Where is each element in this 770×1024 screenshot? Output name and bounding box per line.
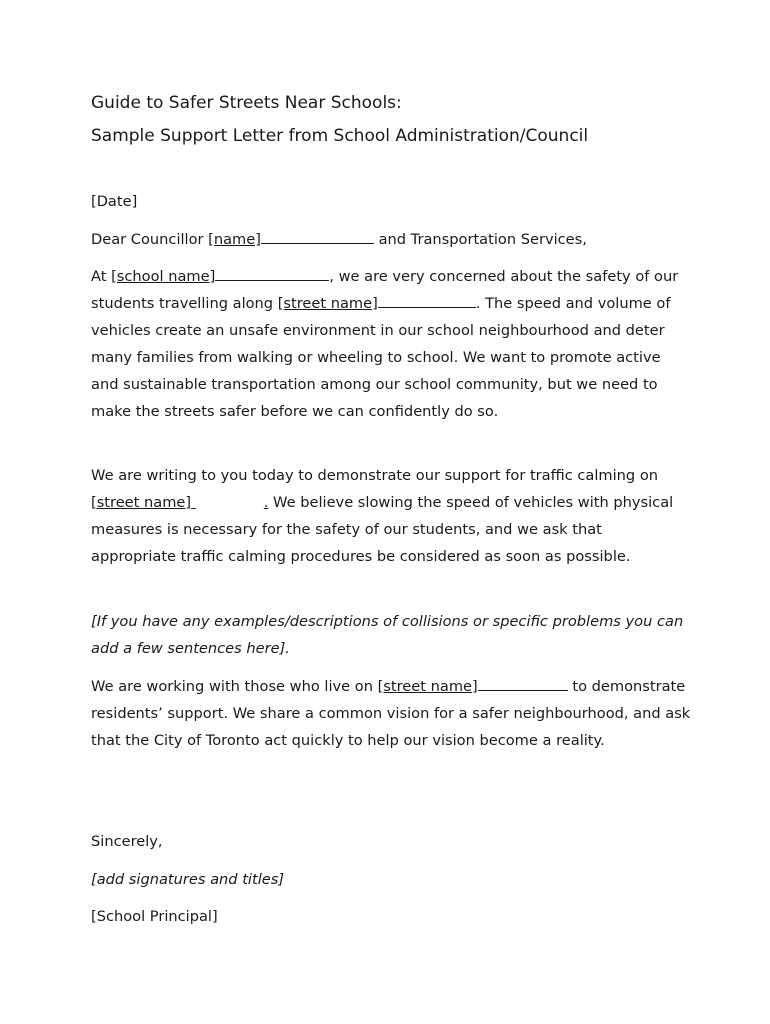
letter-signatures: [add signatures and titles]	[91, 871, 285, 888]
salutation-suffix: and Transportation Services,	[373, 231, 587, 248]
street-blank-line-3	[478, 677, 568, 691]
letter-paragraph-2	[91, 462, 691, 570]
para1-prefix: At	[91, 268, 112, 285]
school-blank-line	[215, 267, 329, 281]
para4-rest: to demonstrate residents’ support. We share a common vision for a safer neighbourhood, and ask that the City of Toronto act quickly to help our vision become a reality.	[91, 678, 691, 749]
letter-paragraph-1	[91, 263, 691, 425]
para1-mid: , we are very concerned about the safety of our students travelling along	[91, 268, 679, 312]
para4-prefix: We are working with those who live on	[91, 678, 378, 695]
letter-paragraph-4	[91, 673, 691, 754]
letter-principal: [School Principal]	[91, 908, 218, 925]
councillor-name-field[interactable]: [name]	[208, 231, 261, 248]
name-blank-line	[261, 230, 374, 244]
street-blank-2: .	[263, 494, 269, 511]
letter-closing: Sincerely,	[91, 833, 163, 850]
street-name-field-2[interactable]: [street name]	[91, 494, 192, 511]
letter-date: [Date]	[91, 193, 138, 210]
street-name-field-3[interactable]: [street name]	[377, 678, 478, 695]
page-subtitle: Sample Support Letter from School Administration/Council	[91, 126, 589, 146]
letter-salutation	[91, 226, 691, 253]
letter-paragraph-3: [If you have any examples/descriptions of collisions or specific problems you can add a few sentences here].	[91, 613, 684, 657]
salutation-prefix: Dear Councillor	[91, 231, 209, 248]
street-blank-line-1	[378, 294, 476, 308]
para1-rest: . The speed and volume of vehicles create an unsafe environment in our school neighbourhood and deter many families from walking or wheeling to school. We want to promote active and sustainable transportation among our school community, but we need to make the streets safer before we can confidently do so.	[91, 295, 671, 420]
para2-rest: We believe slowing the speed of vehicles with physical measures is necessary for the safety of our students, and we ask that appropriate traffic calming procedures be considered as soon as possible.	[91, 494, 674, 565]
para2-prefix: We are writing to you today to demonstrate our support for traffic calming on	[91, 467, 659, 484]
street-name-field-1[interactable]: [street name]	[277, 295, 378, 312]
page-title: Guide to Safer Streets Near Schools:	[91, 93, 402, 113]
school-name-field[interactable]: [school name]	[111, 268, 216, 285]
